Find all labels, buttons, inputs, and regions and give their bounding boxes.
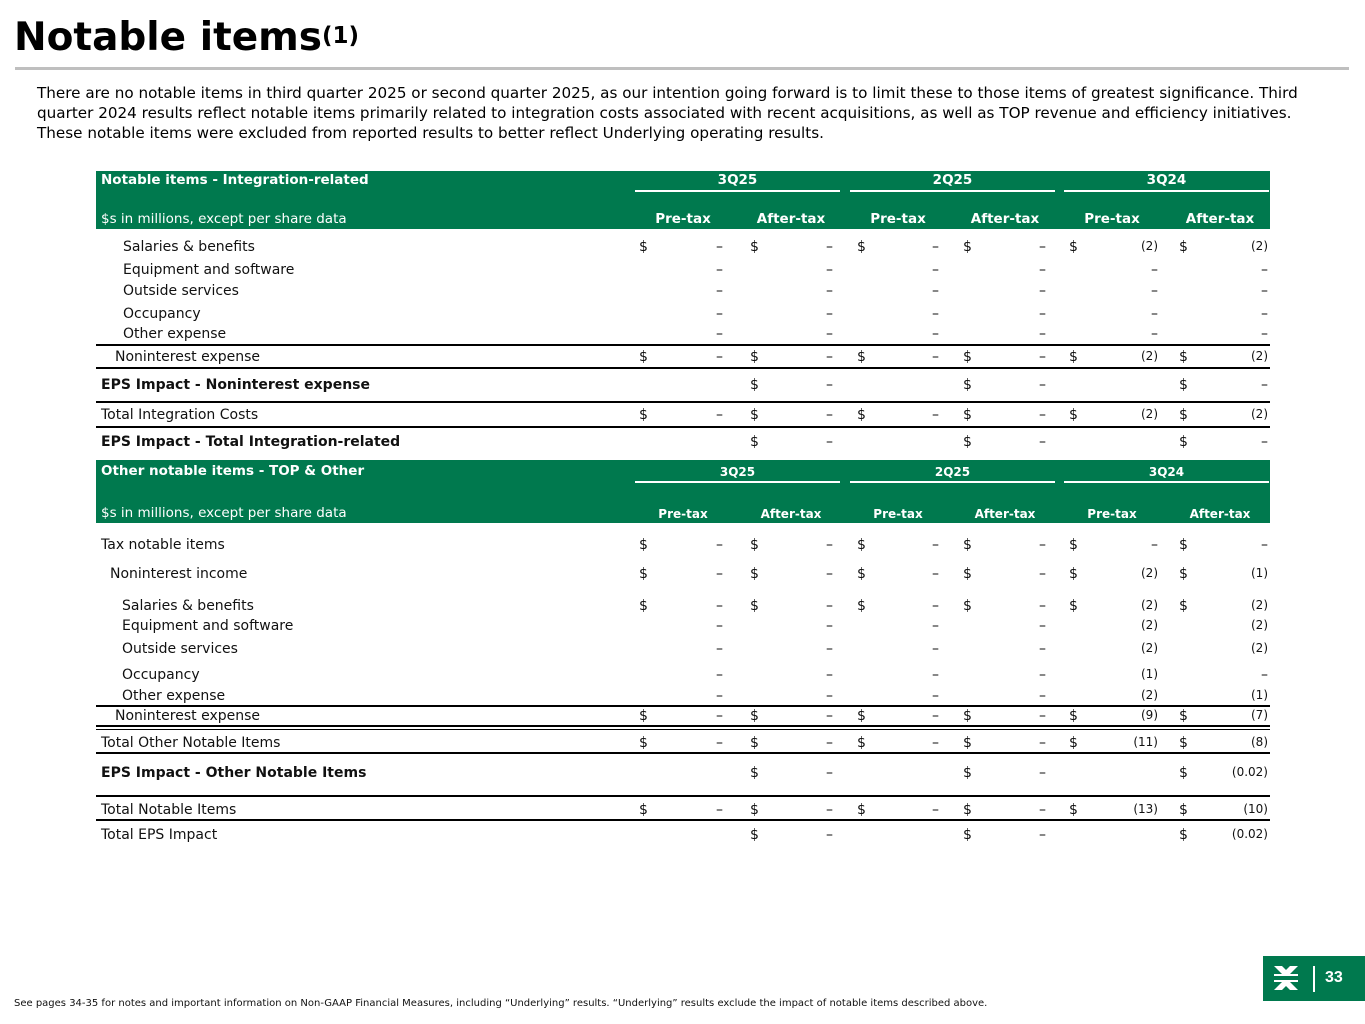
cell-value: – bbox=[716, 641, 723, 657]
cell-value: – bbox=[1261, 306, 1268, 322]
cell-value: – bbox=[932, 735, 939, 751]
cell-value: – bbox=[1261, 434, 1268, 450]
cell-value: – bbox=[826, 407, 833, 423]
currency-symbol: $ bbox=[1069, 802, 1078, 818]
page-title-text: Notable items bbox=[14, 15, 323, 60]
period-underline bbox=[635, 190, 840, 192]
row-divider bbox=[96, 344, 1270, 346]
period-underline bbox=[635, 481, 840, 483]
row-label: EPS Impact - Other Notable Items bbox=[101, 765, 367, 781]
currency-symbol: $ bbox=[1179, 537, 1188, 553]
cell-value: – bbox=[932, 349, 939, 365]
currency-symbol: $ bbox=[1069, 239, 1078, 255]
row-divider bbox=[96, 795, 1270, 797]
cell-value: – bbox=[716, 802, 723, 818]
cell-value: (2) bbox=[1141, 618, 1158, 632]
units-label: $s in millions, except per share data bbox=[101, 211, 347, 227]
row-label: Total Integration Costs bbox=[101, 407, 259, 423]
col-pretax: Pre-tax bbox=[658, 507, 708, 521]
cell-value: (2) bbox=[1251, 618, 1268, 632]
currency-symbol: $ bbox=[750, 349, 759, 365]
cell-value: – bbox=[1151, 262, 1158, 278]
currency-symbol: $ bbox=[1069, 708, 1078, 724]
cell-value: – bbox=[1039, 537, 1046, 553]
cell-value: – bbox=[1039, 802, 1046, 818]
cell-value: – bbox=[932, 239, 939, 255]
cell-value: – bbox=[932, 708, 939, 724]
row-label: Occupancy bbox=[122, 667, 200, 683]
period-3q25: 3Q25 bbox=[719, 465, 756, 479]
currency-symbol: $ bbox=[1179, 239, 1188, 255]
cell-value: – bbox=[826, 377, 833, 393]
cell-value: – bbox=[716, 667, 723, 683]
col-aftertax: After-tax bbox=[1189, 507, 1251, 521]
currency-symbol: $ bbox=[750, 708, 759, 724]
currency-symbol: $ bbox=[639, 566, 648, 582]
currency-symbol: $ bbox=[639, 407, 648, 423]
page-number: 33 bbox=[1325, 969, 1343, 986]
cell-value: (2) bbox=[1251, 407, 1268, 421]
cell-value: (2) bbox=[1141, 239, 1158, 253]
currency-symbol: $ bbox=[963, 537, 972, 553]
currency-symbol: $ bbox=[750, 827, 759, 843]
cell-value: – bbox=[826, 598, 833, 614]
cell-value: – bbox=[1039, 262, 1046, 278]
cell-value: (2) bbox=[1251, 598, 1268, 612]
col-pretax: Pre-tax bbox=[873, 507, 923, 521]
row-divider bbox=[96, 367, 1270, 369]
period-underline bbox=[850, 190, 1055, 192]
cell-value: (2) bbox=[1141, 407, 1158, 421]
currency-symbol: $ bbox=[639, 708, 648, 724]
currency-symbol: $ bbox=[1179, 765, 1188, 781]
period-2q25: 2Q25 bbox=[932, 172, 973, 188]
cell-value: – bbox=[716, 349, 723, 365]
cell-value: – bbox=[1039, 827, 1046, 843]
cell-value: – bbox=[716, 618, 723, 634]
cell-value: – bbox=[1261, 262, 1268, 278]
currency-symbol: $ bbox=[1179, 566, 1188, 582]
cell-value: – bbox=[1039, 326, 1046, 342]
cell-value: (0.02) bbox=[1231, 765, 1268, 779]
currency-symbol: $ bbox=[750, 566, 759, 582]
currency-symbol: $ bbox=[963, 407, 972, 423]
currency-symbol: $ bbox=[639, 239, 648, 255]
currency-symbol: $ bbox=[1179, 598, 1188, 614]
cell-value: – bbox=[716, 283, 723, 299]
cell-value: – bbox=[716, 566, 723, 582]
cell-value: – bbox=[1261, 667, 1268, 683]
cell-value: (2) bbox=[1141, 349, 1158, 363]
currency-symbol: $ bbox=[750, 434, 759, 450]
cell-value: – bbox=[932, 306, 939, 322]
cell-value: (2) bbox=[1251, 641, 1268, 655]
currency-symbol: $ bbox=[963, 827, 972, 843]
col-pretax: Pre-tax bbox=[655, 211, 711, 227]
cell-value: – bbox=[932, 641, 939, 657]
cell-value: – bbox=[826, 283, 833, 299]
period-2q25: 2Q25 bbox=[934, 465, 971, 479]
currency-symbol: $ bbox=[1179, 377, 1188, 393]
cell-value: (13) bbox=[1133, 802, 1158, 816]
col-pretax: Pre-tax bbox=[1084, 211, 1140, 227]
cell-value: – bbox=[1261, 377, 1268, 393]
cell-value: – bbox=[826, 262, 833, 278]
cell-value: – bbox=[826, 708, 833, 724]
currency-symbol: $ bbox=[963, 377, 972, 393]
currency-symbol: $ bbox=[639, 598, 648, 614]
col-aftertax: After-tax bbox=[1185, 211, 1255, 227]
cell-value: – bbox=[826, 537, 833, 553]
col-aftertax: After-tax bbox=[974, 507, 1036, 521]
cell-value: – bbox=[1039, 598, 1046, 614]
row-label: Outside services bbox=[122, 641, 238, 657]
cell-value: – bbox=[1039, 618, 1046, 634]
period-3q24: 3Q24 bbox=[1148, 465, 1185, 479]
currency-symbol: $ bbox=[639, 349, 648, 365]
cell-value: – bbox=[1151, 537, 1158, 553]
cell-value: – bbox=[1039, 735, 1046, 751]
cell-value: (11) bbox=[1133, 735, 1158, 749]
cell-value: – bbox=[716, 239, 723, 255]
other-notable-table-heading: Other notable items - TOP & Other bbox=[101, 463, 365, 479]
intro-paragraph: There are no notable items in third quarter 2025 or second quarter 2025, as our intention going forward is to limit these to those items of greatest significance. Third quarter 2024 results reflect notable items primarily related to integration costs associated with recent acquisitions, as well as TOP revenue and efficiency initiatives. These notable items were excluded from reported results to better reflect Underlying operating results. bbox=[37, 84, 1298, 142]
currency-symbol: $ bbox=[963, 349, 972, 365]
row-label: Noninterest income bbox=[110, 566, 248, 582]
cell-value: – bbox=[1039, 667, 1046, 683]
row-label: Equipment and software bbox=[123, 262, 295, 278]
currency-symbol: $ bbox=[963, 765, 972, 781]
currency-symbol: $ bbox=[750, 802, 759, 818]
currency-symbol: $ bbox=[1179, 434, 1188, 450]
cell-value: – bbox=[826, 641, 833, 657]
currency-symbol: $ bbox=[750, 537, 759, 553]
currency-symbol: $ bbox=[750, 735, 759, 751]
integration-table-header bbox=[96, 171, 1270, 229]
currency-symbol: $ bbox=[750, 239, 759, 255]
row-divider bbox=[96, 725, 1270, 727]
col-aftertax: After-tax bbox=[970, 211, 1040, 227]
cell-value: – bbox=[826, 667, 833, 683]
cell-value: – bbox=[1261, 326, 1268, 342]
cell-value: (1) bbox=[1251, 566, 1268, 580]
cell-value: – bbox=[826, 827, 833, 843]
cell-value: – bbox=[716, 688, 723, 704]
cell-value: – bbox=[716, 326, 723, 342]
cell-value: – bbox=[932, 283, 939, 299]
currency-symbol: $ bbox=[857, 566, 866, 582]
cell-value: – bbox=[932, 262, 939, 278]
currency-symbol: $ bbox=[857, 239, 866, 255]
currency-symbol: $ bbox=[639, 735, 648, 751]
currency-symbol: $ bbox=[1069, 566, 1078, 582]
cell-value: (2) bbox=[1141, 566, 1158, 580]
cell-value: – bbox=[932, 802, 939, 818]
cell-value: – bbox=[932, 688, 939, 704]
cell-value: – bbox=[826, 239, 833, 255]
row-label: Occupancy bbox=[123, 306, 201, 322]
row-label: Equipment and software bbox=[122, 618, 294, 634]
currency-symbol: $ bbox=[1179, 802, 1188, 818]
cell-value: – bbox=[1039, 708, 1046, 724]
bank-logo-icon bbox=[1272, 964, 1300, 992]
row-divider bbox=[96, 401, 1270, 403]
row-label: Tax notable items bbox=[101, 537, 225, 553]
col-aftertax: After-tax bbox=[756, 211, 826, 227]
currency-symbol: $ bbox=[1179, 349, 1188, 365]
cell-value: (2) bbox=[1251, 239, 1268, 253]
cell-value: – bbox=[1039, 377, 1046, 393]
cell-value: (0.02) bbox=[1231, 827, 1268, 841]
currency-symbol: $ bbox=[1069, 349, 1078, 365]
cell-value: – bbox=[716, 537, 723, 553]
currency-symbol: $ bbox=[857, 537, 866, 553]
integration-table bbox=[96, 171, 1270, 450]
row-label: Salaries & benefits bbox=[122, 598, 254, 614]
cell-value: (9) bbox=[1141, 708, 1158, 722]
currency-symbol: $ bbox=[857, 735, 866, 751]
col-pretax: Pre-tax bbox=[870, 211, 926, 227]
currency-symbol: $ bbox=[963, 434, 972, 450]
badge-separator bbox=[1313, 966, 1315, 992]
cell-value: – bbox=[826, 735, 833, 751]
brand-badge bbox=[1263, 956, 1365, 1001]
cell-value: – bbox=[932, 667, 939, 683]
cell-value: – bbox=[1039, 765, 1046, 781]
row-label: Total EPS Impact bbox=[101, 827, 218, 843]
cell-value: – bbox=[826, 306, 833, 322]
currency-symbol: $ bbox=[1069, 735, 1078, 751]
currency-symbol: $ bbox=[1069, 407, 1078, 423]
title-divider bbox=[15, 67, 1349, 70]
currency-symbol: $ bbox=[750, 377, 759, 393]
other-notable-table-header bbox=[96, 460, 1270, 523]
cell-value: – bbox=[1039, 349, 1046, 365]
currency-symbol: $ bbox=[963, 735, 972, 751]
cell-value: – bbox=[1039, 239, 1046, 255]
row-label: EPS Impact - Total Integration-related bbox=[101, 434, 401, 450]
cell-value: – bbox=[932, 618, 939, 634]
cell-value: – bbox=[1039, 283, 1046, 299]
period-underline bbox=[850, 481, 1055, 483]
currency-symbol: $ bbox=[857, 802, 866, 818]
cell-value: – bbox=[932, 326, 939, 342]
cell-value: – bbox=[932, 537, 939, 553]
cell-value: – bbox=[826, 566, 833, 582]
cell-value: (7) bbox=[1251, 708, 1268, 722]
currency-symbol: $ bbox=[857, 708, 866, 724]
cell-value: (2) bbox=[1141, 641, 1158, 655]
row-label: EPS Impact - Noninterest expense bbox=[101, 377, 370, 393]
row-divider bbox=[96, 705, 1270, 707]
row-label: Other expense bbox=[123, 326, 227, 342]
currency-symbol: $ bbox=[1069, 598, 1078, 614]
row-label: Noninterest expense bbox=[115, 349, 261, 365]
integration-table-heading: Notable items - Integration-related bbox=[101, 172, 369, 188]
cell-value: – bbox=[826, 688, 833, 704]
cell-value: (1) bbox=[1141, 667, 1158, 681]
cell-value: – bbox=[1039, 407, 1046, 423]
cell-value: – bbox=[1151, 326, 1158, 342]
cell-value: – bbox=[826, 618, 833, 634]
period-3q25: 3Q25 bbox=[717, 172, 758, 188]
row-divider bbox=[96, 752, 1270, 754]
cell-value: – bbox=[716, 306, 723, 322]
currency-symbol: $ bbox=[1179, 735, 1188, 751]
currency-symbol: $ bbox=[963, 566, 972, 582]
row-divider bbox=[96, 426, 1270, 428]
currency-symbol: $ bbox=[963, 802, 972, 818]
currency-symbol: $ bbox=[857, 349, 866, 365]
cell-value: – bbox=[1261, 537, 1268, 553]
cell-value: – bbox=[1151, 306, 1158, 322]
cell-value: (8) bbox=[1251, 735, 1268, 749]
cell-value: – bbox=[826, 349, 833, 365]
cell-value: – bbox=[716, 708, 723, 724]
cell-value: – bbox=[1039, 688, 1046, 704]
cell-value: – bbox=[1039, 306, 1046, 322]
units-label: $s in millions, except per share data bbox=[101, 505, 347, 521]
cell-value: – bbox=[1039, 566, 1046, 582]
title-footnote-marker: (1) bbox=[322, 23, 360, 49]
other-notable-table bbox=[96, 460, 1270, 843]
currency-symbol: $ bbox=[963, 598, 972, 614]
cell-value: – bbox=[716, 262, 723, 278]
cell-value: – bbox=[932, 407, 939, 423]
currency-symbol: $ bbox=[1179, 708, 1188, 724]
currency-symbol: $ bbox=[1179, 407, 1188, 423]
col-pretax: Pre-tax bbox=[1087, 507, 1137, 521]
row-label: Noninterest expense bbox=[115, 708, 261, 724]
cell-value: – bbox=[716, 598, 723, 614]
currency-symbol: $ bbox=[1179, 827, 1188, 843]
row-label: Outside services bbox=[123, 283, 239, 299]
cell-value: – bbox=[932, 566, 939, 582]
currency-symbol: $ bbox=[963, 239, 972, 255]
cell-value: – bbox=[826, 802, 833, 818]
currency-symbol: $ bbox=[857, 407, 866, 423]
period-underline bbox=[1064, 481, 1269, 483]
period-underline bbox=[1064, 190, 1269, 192]
row-label: Other expense bbox=[122, 688, 226, 704]
cell-value: – bbox=[1151, 283, 1158, 299]
cell-value: – bbox=[716, 407, 723, 423]
cell-value: (2) bbox=[1141, 688, 1158, 702]
currency-symbol: $ bbox=[1069, 537, 1078, 553]
currency-symbol: $ bbox=[857, 598, 866, 614]
row-label: Total Other Notable Items bbox=[101, 735, 281, 751]
row-divider bbox=[96, 729, 1270, 730]
cell-value: (10) bbox=[1243, 802, 1268, 816]
currency-symbol: $ bbox=[750, 765, 759, 781]
row-label: Total Notable Items bbox=[101, 802, 237, 818]
page-title bbox=[14, 14, 359, 62]
cell-value: – bbox=[826, 326, 833, 342]
cell-value: – bbox=[932, 598, 939, 614]
currency-symbol: $ bbox=[750, 407, 759, 423]
cell-value: – bbox=[826, 434, 833, 450]
row-label: Salaries & benefits bbox=[123, 239, 255, 255]
col-aftertax: After-tax bbox=[760, 507, 822, 521]
currency-symbol: $ bbox=[750, 598, 759, 614]
footnote: See pages 34-35 for notes and important information on Non-GAAP Financial Measures, including “Underlying” results. “Underlying” results exclude the impact of notable items described above. bbox=[14, 998, 988, 1009]
cell-value: (1) bbox=[1251, 688, 1268, 702]
row-divider bbox=[96, 819, 1270, 821]
cell-value: – bbox=[1039, 641, 1046, 657]
cell-value: – bbox=[716, 735, 723, 751]
currency-symbol: $ bbox=[963, 708, 972, 724]
period-3q24: 3Q24 bbox=[1146, 172, 1187, 188]
cell-value: – bbox=[826, 765, 833, 781]
currency-symbol: $ bbox=[639, 802, 648, 818]
currency-symbol: $ bbox=[639, 537, 648, 553]
cell-value: (2) bbox=[1141, 598, 1158, 612]
cell-value: – bbox=[1261, 283, 1268, 299]
cell-value: (2) bbox=[1251, 349, 1268, 363]
cell-value: – bbox=[1039, 434, 1046, 450]
